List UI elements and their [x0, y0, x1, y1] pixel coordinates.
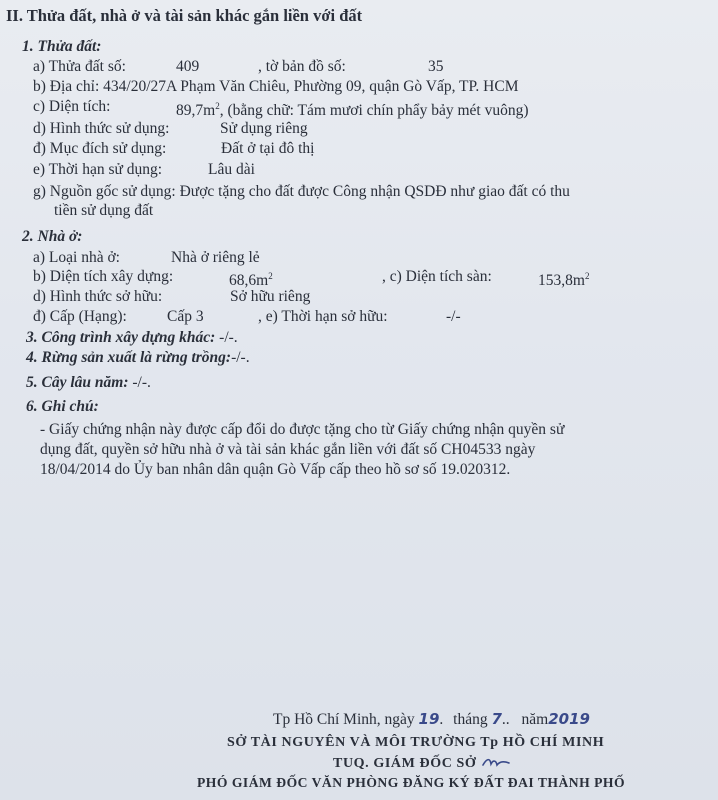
land-purpose-label: đ) Mục đích sử dụng: — [33, 140, 167, 157]
signature-tuq-text: TUQ. GIÁM ĐỐC SỞ — [333, 756, 477, 771]
perennial-label: 5. Cây lâu năm: — [26, 374, 129, 391]
land-usage-form-label: d) Hình thức sử dụng: — [33, 120, 170, 137]
land-map-value: 35 — [428, 58, 444, 75]
land-address-row — [33, 77, 519, 96]
house-term-label: , e) Thời hạn sở hữu: — [258, 308, 388, 325]
signature-tuq — [333, 754, 511, 773]
land-area-unit-sup: 2 — [215, 101, 220, 111]
land-usage-form-value: Sử dụng riêng — [220, 120, 308, 137]
land-term-label: e) Thời hạn sử dụng: — [33, 161, 163, 178]
perennial-row — [26, 373, 151, 392]
land-origin-row — [33, 182, 570, 201]
house-type-row — [33, 248, 260, 267]
house-grade-row — [33, 307, 461, 326]
house-build-area-label: b) Diện tích xây dựng: — [33, 268, 174, 285]
signature-year-label: năm — [521, 711, 549, 728]
land-heading: 1. Thửa đất: — [22, 38, 102, 55]
land-origin-label: g) Nguồn gốc sử dụng: — [33, 183, 176, 200]
handwritten-initial-icon — [481, 756, 511, 768]
house-area-row — [33, 267, 590, 290]
production-forest-row — [26, 348, 250, 367]
land-address-value: 434/20/27A Phạm Văn Chiêu, Phường 09, quận Gò Vấp, TP. HCM — [103, 78, 519, 95]
house-ownership-value: Sở hữu riêng — [230, 288, 311, 305]
land-term-value: Lâu dài — [208, 161, 255, 178]
land-area-value-group — [176, 97, 529, 120]
house-build-area-sup: 2 — [268, 271, 273, 281]
land-term-row — [33, 160, 255, 179]
signature-deputy: PHÓ GIÁM ĐỐC VĂN PHÒNG ĐĂNG KÝ ĐẤT ĐAI THÀNH PHỐ — [197, 775, 626, 790]
land-purpose-row — [33, 139, 315, 158]
signature-place-date: Tp Hồ Chí Minh, ngày — [273, 711, 415, 728]
land-parcel-value: 409 — [176, 58, 200, 75]
production-forest-label: 4. Rừng sản xuất là rừng trồng: — [26, 349, 232, 366]
signature-day: 19 — [418, 710, 440, 728]
land-area-words: , (bằng chữ: Tám mươi chín phẩy bảy mét vuông) — [219, 102, 529, 120]
land-parcel-row — [33, 57, 444, 76]
house-type-value: Nhà ở riêng lẻ — [171, 249, 260, 266]
land-area-value: 89,7m — [176, 102, 216, 120]
house-floor-area-sup: 2 — [584, 271, 590, 281]
notes-line-1: - Giấy chứng nhận này được cấp đổi do được tặng cho từ Giấy chứng nhận quyền sử — [40, 421, 565, 438]
signature-org: SỞ TÀI NGUYÊN VÀ MÔI TRƯỜNG Tp HỒ CHÍ MINH — [227, 735, 605, 750]
notes-heading: 6. Ghi chú: — [26, 398, 99, 415]
land-area-row — [33, 97, 529, 120]
house-grade-value: Cấp 3 — [167, 308, 204, 325]
notes-line-2: dụng đất, quyền sở hữu nhà ở và tài sản khác gắn liền với đất số CH04533 ngày — [40, 441, 536, 458]
land-purpose-value: Đất ở tại đô thị — [221, 140, 315, 157]
land-parcel-label: a) Thửa đất số: — [33, 58, 126, 75]
house-floor-area-value: 153,8m — [538, 272, 585, 290]
house-term-value: -/- — [446, 308, 461, 325]
section-title: II. Thửa đất, nhà ở và tài sản khác gắn liền với đất — [6, 6, 363, 25]
signature-month-label: tháng — [453, 711, 488, 728]
other-construction-row — [26, 328, 238, 347]
signature-year: 2019 — [548, 710, 590, 728]
house-build-area-value: 68,6m — [229, 272, 269, 290]
signature-date-row: Tp Hồ Chí Minh, ngày 19. tháng 7.. năm2019 — [273, 710, 590, 728]
notes-line-3: 18/04/2014 do Ủy ban nhân dân quận Gò Vấp cấp theo hồ sơ số 19.020312. — [40, 461, 511, 478]
land-map-label: , tờ bản đồ số: — [258, 58, 346, 75]
land-address-label: b) Địa chỉ: — [33, 78, 100, 95]
production-forest-value: -/-. — [231, 349, 250, 366]
house-floor-area-group — [538, 267, 589, 290]
house-type-label: a) Loại nhà ở: — [33, 249, 120, 266]
other-construction-value: -/-. — [219, 329, 238, 346]
house-grade-label: đ) Cấp (Hạng): — [33, 308, 127, 325]
perennial-value: -/-. — [132, 374, 151, 391]
house-ownership-label: d) Hình thức sở hữu: — [33, 288, 163, 305]
house-floor-area-label: , c) Diện tích sàn: — [382, 268, 492, 285]
land-origin-value-1: Được tặng cho đất được Công nhận QSDĐ như giao đất có thu — [179, 183, 570, 200]
land-usage-form-row — [33, 119, 308, 138]
house-ownership-row — [33, 287, 311, 306]
other-construction-label: 3. Công trình xây dựng khác: — [26, 329, 216, 346]
house-heading: 2. Nhà ở: — [22, 228, 83, 245]
land-origin-value-2: tiền sử dụng đất — [54, 202, 154, 219]
land-area-label: c) Diện tích: — [33, 98, 111, 115]
signature-month: 7 — [491, 710, 502, 728]
